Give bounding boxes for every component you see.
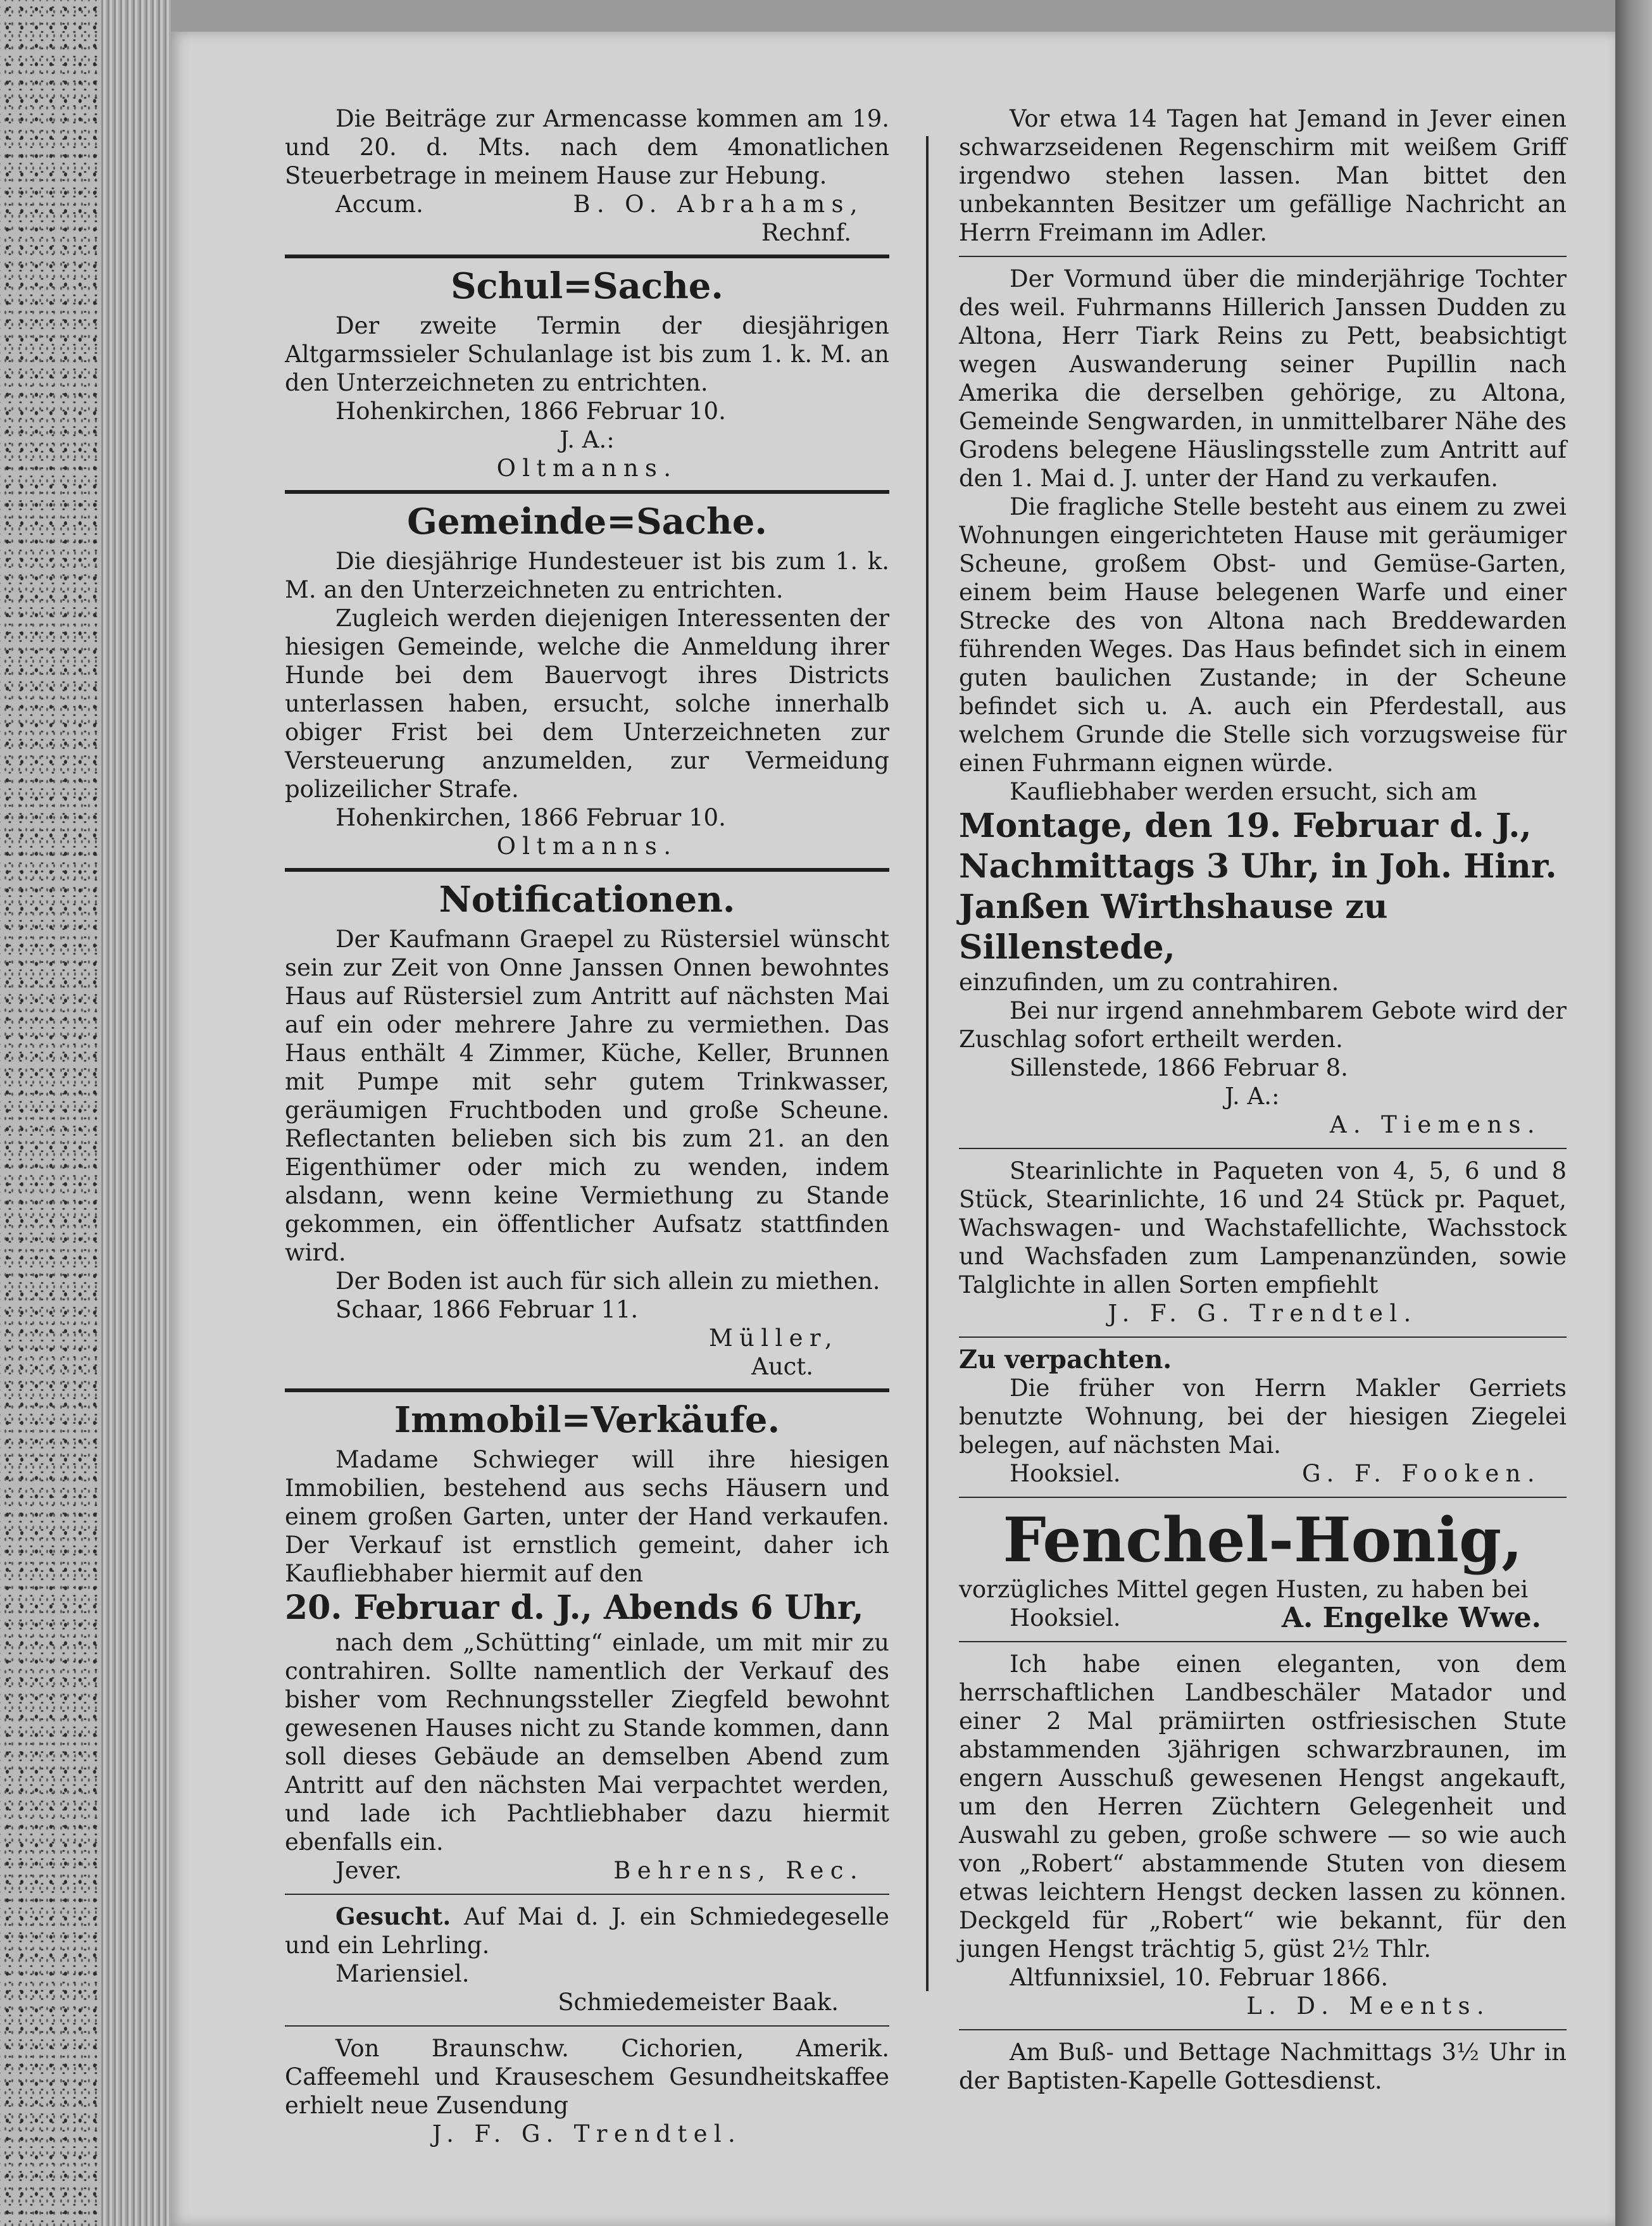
notice-text: Von Braunschw. Cichorien, Amerik. Caffeemehl und Krauseschem Gesundheitskaffee erhielt neue Zusendung [285,2035,889,2119]
signature-line [285,190,889,218]
notice-regenschirm [959,104,1567,247]
place: Mariensiel. [335,1960,470,1987]
date-line: Hohenkirchen, 1866 Februar 10. [335,398,726,425]
section-rule [285,2025,889,2027]
notice-text: Die Beiträge zur Armencasse kommen am 19. und 20. d. Mts. nach dem 4monatlichen Steuerbetrage in meinem Hause zur Hebung. [285,105,889,189]
notice-text: einzufinden, um zu contrahiren. [959,969,1339,996]
auction-date: 20. Februar d. J., Abends 6 Uhr, [285,1588,864,1627]
section-heading: Schul=Sache. [451,265,723,307]
signature: B. O. Abrahams, [573,191,864,218]
section-heading: Immobil=Verkäufe. [394,1399,780,1441]
section-rule [285,1388,889,1392]
notice-text: vorzügliches Mittel gegen Husten, zu haben bei [959,1576,1529,1603]
signature-title: Auct. [751,1353,813,1380]
book-cover-edge [0,0,101,2226]
date-line: Schaar, 1866 Februar 11. [335,1296,639,1323]
notice-immobil-verkaeufe [285,1399,889,1885]
notice-text: Stearinlichte in Paqueten von 4, 5, 6 und 8 Stück, Stearinlichte, 16 und 24 Stück pr. Paquet, Wachswagen- und Wachstafellichte, Wachsstock und Wachsfaden zum Lampenanzünden, sowie Talglichte in allen Sorten empfiehlt [959,1157,1567,1298]
section-rule [959,1497,1567,1498]
section-heading: Notificationen. [439,879,735,921]
notice-text: Der Boden ist auch für sich allein zu miethen. [335,1267,880,1295]
signature: J. F. G. Trendtel. [1108,1300,1418,1327]
notice-cichorien [285,2034,889,2148]
notice-fenchel-honig [959,1506,1567,1632]
notice-text: Vor etwa 14 Tagen hat Jemand in Jever einen schwarzseidenen Regenschirm mit weißem Griff irgendwo stehen lassen. Man bittet den unbekannten Besitzer um gefällige Nachricht an Herrn Freimann im Adler. [959,105,1567,246]
signature: Oltmanns. [496,833,678,860]
right-column [959,104,1567,2095]
section-heading: Gemeinde=Sache. [407,501,767,543]
date-line: Hohenkirchen, 1866 Februar 10. [335,804,726,831]
signature: J. F. G. Trendtel. [432,2120,742,2147]
left-column [285,104,889,2148]
section-rule [959,2029,1567,2030]
notice-vormund [959,265,1567,1139]
page-edges [101,0,171,2226]
signature-line [285,1856,889,1885]
binding-edge [1615,0,1652,2226]
notice-lead: Gesucht. [335,1902,451,1930]
notice-bettag [959,2038,1567,2095]
notice-text: Der zweite Termin der diesjährigen Altgarmssieler Schulanlage ist bis zum 1. k. M. an den Unterzeichneten zu entrichten. [285,312,889,396]
place: Hooksiel. [1010,1604,1121,1632]
signature: Oltmanns. [496,455,678,482]
signature-title: Rechnf. [761,219,851,246]
section-rule [959,1336,1567,1338]
signature: Behrens, Rec. [613,1857,864,1884]
advert-heading: Fenchel-Honig, [1003,1504,1523,1576]
notice-gemeinde-sache [285,500,889,860]
notice-schul-sache [285,265,889,482]
ia-line: J. A.: [560,426,615,453]
section-rule [285,1894,889,1895]
signature-line [959,1459,1567,1488]
notice-text: Der Vormund über die minderjährige Tochter des weil. Fuhrmanns Hillerich Janssen Dudden zu Altona, Herr Tiark Reins zu Pett, beabsichtigt wegen Auswanderung seiner Pupillin nach Amerika die derselben gehörige, zu Altona, Gemeinde Sengwarden, in unmittelbarer Nähe des Grodens belegene Häuslingsstelle zum Antritt auf den 1. Mai d. J. unter der Hand zu verkaufen. [959,265,1567,492]
notice-text: Die diesjährige Hundesteuer ist bis zum 1. k. M. an den Unterzeichneten zu entrichten. [285,548,889,603]
notice-text: Ich habe einen eleganten, von dem herrschaftlichen Landbeschäler Matador und einer 2 Mal prämiirten ostfriesischen Stute abstammenden 3jährigen schwarzbraunen, im engern Ausschuß gewesenen Hengst angekauft, um den Herren Züchtern Gelegenheit und Auswahl zu geben, große schwere — so wie auch von „Robert“ abstammende Stuten von diesem etwas leichtern Hengst decken lassen zu können. Deckgeld für „Robert“ wie bekannt, für den jungen Hengst trächtig 5, güst 2½ Thlr. [959,1651,1567,1963]
notice-gesucht [285,1902,889,2016]
section-rule [285,868,889,872]
ia-line: J. A.: [1225,1083,1280,1110]
notice-text: Zugleich werden diejenigen Interessenten der hiesigen Gemeinde, welche die Anmeldung ihrer Hunde bei dem Bauervogt ihres Districts unterlassen haben, ersucht, solche innerhalb obiger Frist bei dem Unterzeichneten zur Versteuerung anzumelden, zur Vermeidung polizeilicher Strafe. [285,605,889,803]
section-heading: Zu verpachten. [959,1345,1172,1374]
signature: G. F. Fooken. [1302,1460,1541,1487]
place: Hooksiel. [1010,1460,1121,1487]
notice-text: Bei nur irgend annehmbarem Gebote wird der Zuschlag sofort ertheilt werden. [959,997,1567,1053]
place: Accum. [335,191,423,218]
notice-armencasse [285,104,889,247]
auction-date: Montage, den 19. Februar d. J., Nachmittags 3 Uhr, in Joh. Hinr. Janßen Wirthshause zu Sillenstede, [959,807,1557,967]
notice-text: Die fragliche Stelle besteht aus einem zu zwei Wohnungen eingerichteten Hause mit geräumiger Scheune, großem Obst- und Gemüse-Garten, einem beim Hause belegenen Warfe und einer Strecke des von Altona nach Breddewarden führenden Weges. Das Haus befindet sich in einem guten baulichen Zustande; in der Scheune befindet sich u. A. auch ein Pferdestall, aus welchem Grunde die Stelle sich vorzugsweise für einen Fuhrmann eignen würde. [959,493,1567,777]
notice-notificationen [285,878,889,1381]
signature: A. Tiemens. [1329,1111,1541,1138]
notice-zu-verpachten [959,1345,1567,1488]
section-rule [959,1641,1567,1642]
notice-hengst [959,1650,1567,2020]
signature-line [959,1604,1567,1632]
signature: L. D. Meents. [1246,1992,1491,2020]
date-line: Sillenstede, 1866 Februar 8. [1010,1054,1348,1081]
section-rule [285,490,889,494]
notice-text: Die früher von Herrn Makler Gerriets benutzte Wohnung, bei der hiesigen Ziegelei belegen, auf nächsten Mai. [959,1374,1567,1459]
notice-stearinlichte [959,1157,1567,1328]
notice-text: Der Kaufmann Graepel zu Rüstersiel wünscht sein zur Zeit von Onne Janssen Onnen bewohntes Haus auf Rüstersiel zum Antritt auf nächsten Mai auf ein oder mehrere Jahre zu vermiethen. Das Haus enthält 4 Zimmer, Küche, Keller, Brunnen mit Pumpe mit sehr gutem Trinkwasser, geräumigen Fruchtboden und große Scheune. Reflectanten belieben sich bis zum 21. an den Eigenthümer oder mich zu wenden, indem alsdann, wenn keine Vermiethung zu Stande gekommen, ein öffentlicher Aufsatz stattfinden wird. [285,926,889,1266]
notice-text: Auf Mai d. J. ein Schmiedegeselle und ein Lehrling. [285,1903,889,1959]
column-divider [926,136,929,1991]
section-rule [959,1148,1567,1149]
signature: Schmiedemeister Baak. [558,1989,839,2016]
section-rule [959,256,1567,257]
notice-text: Kaufliebhaber werden ersucht, sich am [1010,778,1477,805]
signature: A. Engelke Wwe. [1281,1602,1541,1634]
notice-text: Madame Schwieger will ihre hiesigen Immobilien, bestehend aus sechs Häusern und einem großen Garten, unter der Hand verkaufen. Der Verkauf ist ernstlich gemeint, daher ich Kaufliebhaber hiermit auf den [285,1446,889,1587]
signature: Müller, [708,1324,839,1352]
place: Jever. [335,1857,402,1884]
section-rule [285,255,889,258]
date-line: Altfunnixsiel, 10. Februar 1866. [1010,1964,1389,1991]
notice-text: Am Buß- und Bettage Nachmittags 3½ Uhr in der Baptisten-Kapelle Gottesdienst. [959,2039,1567,2094]
notice-text: nach dem „Schütting“ einlade, um mit mir zu contrahiren. Sollte namentlich der Verkauf des bisher vom Rechnungssteller Ziegfeld bewohnt gewesenen Hauses nicht zu Stande kommen, dann soll dieses Gebäude an demselben Abend zum Antritt auf den nächsten Mai verpachtet werden, und lade ich Pachtliebhaber dazu hiermit ebenfalls ein. [285,1629,889,1856]
